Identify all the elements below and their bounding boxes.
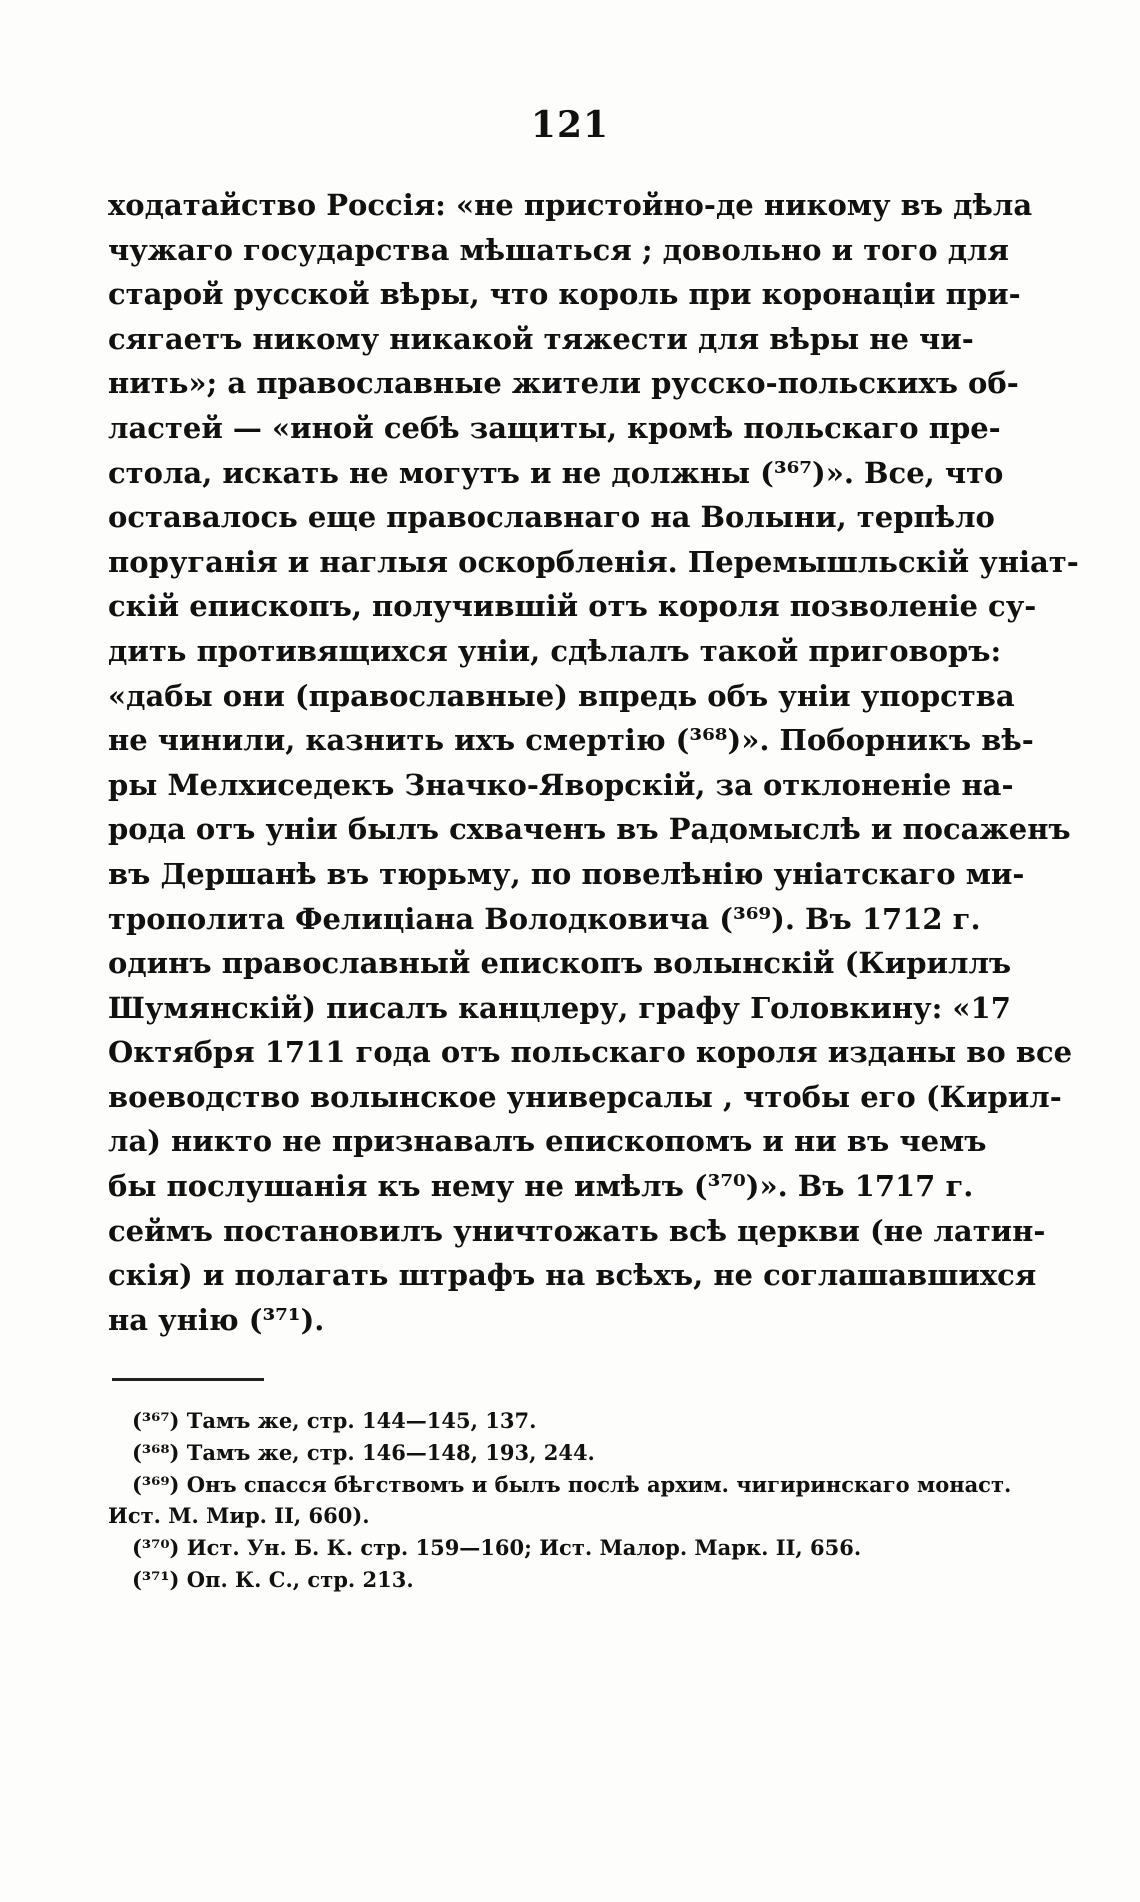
text-line: сеймъ постановилъ уничтожать всѣ церкви (не латин- — [108, 1213, 1046, 1248]
text-line: Шумянскій) писалъ канцлеру, графу Головкину: «17 — [108, 990, 1011, 1025]
text-line: ры Мелхиседекъ Значко-Яворскій, за отклоненіе на- — [108, 767, 1014, 802]
text-line: не чинили, казнить ихъ смертію (³⁶⁸)». Поборникъ вѣ- — [108, 723, 1034, 758]
footnote-371: (³⁷¹) Оп. К. С., стр. 213. — [132, 1566, 414, 1592]
footnote-368: (³⁶⁸) Тамъ же, стр. 146—148, 193, 244. — [132, 1439, 595, 1465]
text-line: на унію (³⁷¹). — [108, 1302, 325, 1337]
text-line: поруганія и наглыя оскорбленія. Перемышльскій уніат- — [108, 544, 1079, 579]
text-line: Октября 1711 года отъ польскаго короля изданы во все — [108, 1035, 1073, 1070]
text-line: ластей — «иной себѣ защиты, кромѣ польскаго пре- — [108, 410, 1001, 445]
text-line: скія) и полагать штрафъ на всѣхъ, не соглашавшихся — [108, 1258, 1037, 1293]
footnote-367: (³⁶⁷) Тамъ же, стр. 144—145, 137. — [132, 1408, 537, 1433]
footnote-369-continuation: Ист. М. Мир. II, 660). — [108, 1503, 370, 1529]
text-line: сягаетъ никому никакой тяжести для вѣры не чи- — [108, 321, 974, 356]
text-line: бы послушанія къ нему не имѣлъ (³⁷⁰)». Въ 1717 г. — [108, 1169, 974, 1204]
text-line: въ Дершанѣ въ тюрьму, по повелѣнію уніатскаго ми- — [108, 856, 1025, 891]
text-line: одинъ православный епископъ волынскій (Кириллъ — [108, 946, 1012, 981]
text-line: старой русской вѣры, что король при коронаціи при- — [108, 277, 1021, 312]
footnote-divider — [112, 1378, 264, 1381]
text-line: дить противящихся уніи, сдѣлалъ такой приговоръ: — [108, 633, 1002, 668]
text-line: «дабы они (православные) впредь объ уніи упорства — [108, 678, 1015, 713]
main-text — [108, 183, 1079, 1342]
text-line: нить»; а православные жители русско-польскихъ об- — [108, 366, 1019, 401]
text-line: ходатайство Россія: «не пристойно-де никому въ дѣла — [108, 188, 1033, 222]
page-number: 121 — [530, 104, 610, 146]
footnotes — [108, 1405, 1012, 1596]
text-line: воеводство волынское универсалы , чтобы его (Кирил- — [108, 1079, 1062, 1114]
footnote-369: (³⁶⁹) Онъ спасся бѣгствомъ и былъ послѣ архим. чигиринскаго монаст. — [132, 1471, 1012, 1497]
footnote-370: (³⁷⁰) Ист. Ун. Б. К. стр. 159—160; Ист. Малор. Марк. II, 656. — [132, 1535, 862, 1561]
text-line: скій епископъ, получившій отъ короля позволеніе су- — [108, 589, 1037, 624]
text-line: рода отъ уніи былъ схваченъ въ Радомыслѣ и посаженъ — [108, 812, 1071, 847]
text-line: чужаго государства мѣшаться ; довольно и того для — [108, 232, 1009, 267]
text-line: трополита Фелиціана Володковича (³⁶⁹). Въ 1712 г. — [108, 901, 981, 936]
text-line: оставалось еще православнаго на Волыни, терпѣло — [108, 500, 995, 535]
text-line: стола, искать не могутъ и не должны (³⁶⁷)». Все, что — [108, 455, 1004, 490]
text-line: ла) никто не признавалъ епископомъ и ни въ чемъ — [108, 1124, 987, 1159]
